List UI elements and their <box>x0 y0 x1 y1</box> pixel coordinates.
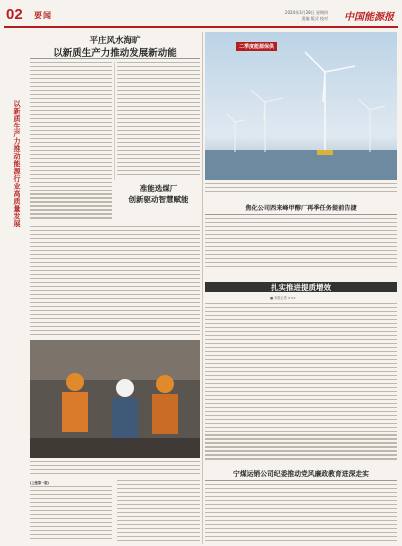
continued-label: (上接第一版) <box>30 481 49 485</box>
photo-banner: 二季度能源保供 <box>236 42 277 51</box>
lower-right-heading: 扎实推进提质增效 <box>271 283 331 292</box>
reporter-byline: ■ 本报记者 ××× <box>270 296 296 300</box>
divider <box>30 58 200 59</box>
top-left-title-line2: 以新质生产力推动发展新动能 <box>53 48 177 59</box>
column-separator <box>114 62 115 180</box>
newspaper-logo: 中国能源报 <box>344 12 394 23</box>
issue-date: 2024年3月28日 星期四 <box>284 10 328 15</box>
bottom-right-title: 宁煤运销公司纪委推动党风廉政教育进深走实 <box>233 470 369 478</box>
top-left-title-line1: 平庄风水海旷 <box>89 36 141 46</box>
article-text-block <box>117 62 200 180</box>
wind-farm-illustration <box>205 32 397 180</box>
column-separator <box>202 32 203 544</box>
article-text-block <box>117 480 200 544</box>
page-header <box>4 6 398 28</box>
article-text-block <box>205 218 397 270</box>
right-mid-title: 焦化公司西来峰甲醇厂再季任务提前告捷 <box>245 205 357 212</box>
middle-left-title-line1: 准能选煤厂 <box>139 184 178 193</box>
article-text-block <box>30 486 112 544</box>
middle-left-title-line2: 创新驱动智慧赋能 <box>128 195 189 204</box>
divider <box>205 214 397 215</box>
editor-line: 责编 版式 校对 <box>301 16 328 21</box>
workers-illustration <box>30 340 200 458</box>
workers-photo <box>30 340 200 458</box>
vertical-column-label: 以新质生产力推动能源行业高质量发展 <box>13 100 22 228</box>
photo-caption <box>205 183 397 195</box>
section-name: 要闻 <box>34 11 52 20</box>
article-text-block <box>30 62 112 222</box>
divider <box>205 480 397 481</box>
article-text-block <box>205 484 397 544</box>
photo-caption <box>30 461 200 477</box>
article-text-block <box>205 303 397 463</box>
page-number: 02 <box>6 6 23 23</box>
article-text-block <box>30 226 200 338</box>
offshore-wind-photo <box>205 32 397 180</box>
